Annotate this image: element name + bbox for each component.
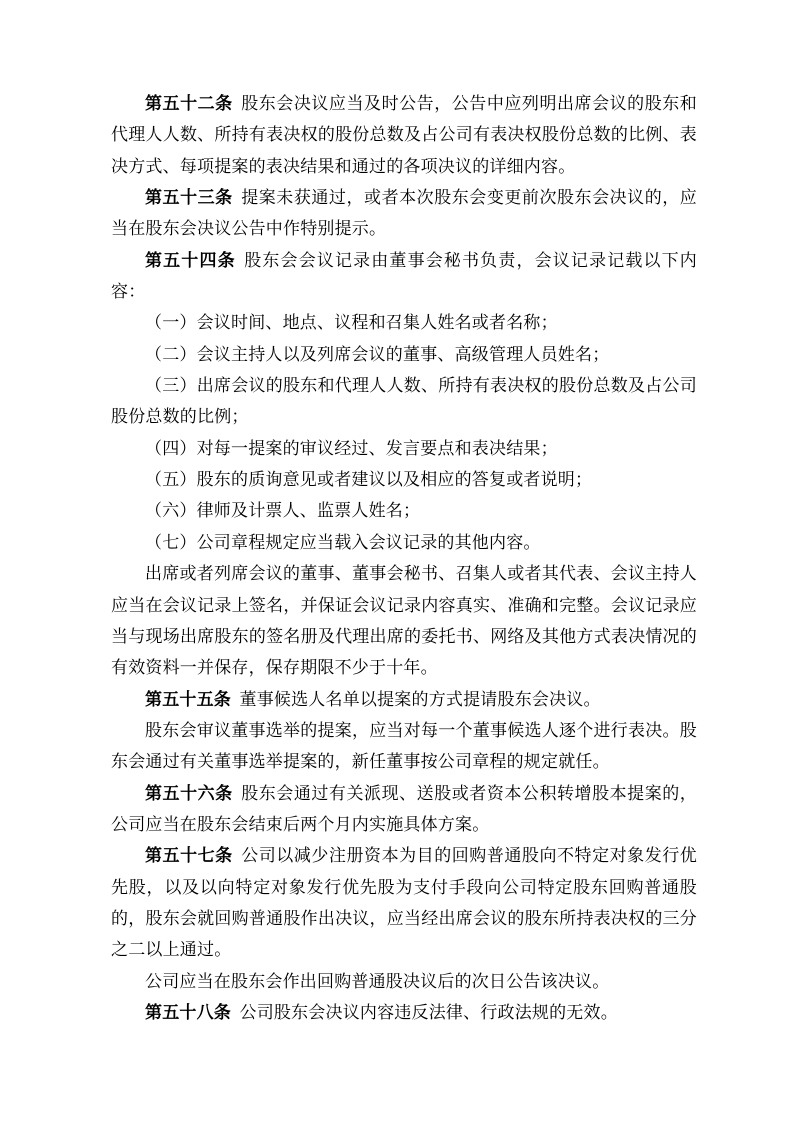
article-number: 第五十二条 xyxy=(145,94,233,113)
article-number: 第五十四条 xyxy=(145,250,236,270)
article-paragraph xyxy=(111,182,697,245)
body-paragraph xyxy=(111,558,697,683)
body-paragraph xyxy=(111,433,697,464)
body-paragraph xyxy=(111,495,697,526)
paragraph-text: 公司股东会决议内容违反法律、行政法规的无效。 xyxy=(239,1002,618,1022)
paragraph-text: （四）对每一提案的审议经过、发言要点和表决结果； xyxy=(145,438,558,458)
paragraph-text: 股东会会议记录由董事会秘书负责，会议记录记载以下内容： xyxy=(111,250,698,302)
article-number: 第五十三条 xyxy=(145,188,233,208)
article-number: 第五十八条 xyxy=(145,1002,231,1022)
article-number: 第五十五条 xyxy=(145,689,231,709)
article-paragraph xyxy=(111,245,697,308)
paragraph-text: 出席或者列席会议的董事、董事会秘书、召集人或者其代表、会议主持人应当在会议记录上签名，并保证会议记录内容真实、准确和完整。会议记录应当与现场出席股东的签名册及代理出席的委托书、网络及其他方式表决情况的有效资料一并保存，保存期限不少于十年。 xyxy=(111,564,697,678)
document-body xyxy=(111,88,697,1028)
article-paragraph xyxy=(111,684,697,715)
paragraph-text: （三）出席会议的股东和代理人人数、所持有表决权的股份总数及占公司股份总数的比例； xyxy=(111,376,697,427)
article-number: 第五十七条 xyxy=(145,846,233,866)
paragraph-text: 股东会决议应当及时公告，公告中应列明出席会议的股东和代理人人数、所持有表决权的股份总数及占公司有表决权股份总数的比例、表决方式、每项提案的表决结果和通过的各项决议的详细内容。 xyxy=(111,94,697,176)
paragraph-text: （二）会议主持人以及列席会议的董事、高级管理人员姓名； xyxy=(145,344,610,364)
paragraph-text: 提案未获通过，或者本次股东会变更前次股东会决议的，应当在股东会决议公告中作特别提示。 xyxy=(111,188,697,239)
body-paragraph xyxy=(111,966,697,997)
body-paragraph xyxy=(111,339,697,370)
article-paragraph xyxy=(111,778,697,841)
body-paragraph xyxy=(111,527,697,558)
paragraph-text: 董事候选人名单以提案的方式提请股东会决议。 xyxy=(239,689,601,709)
paragraph-text: （七）公司章程规定应当载入会议记录的其他内容。 xyxy=(145,532,541,552)
paragraph-text: 股东会审议董事选举的提案，应当对每一个董事候选人逐个进行表决。股东会通过有关董事选举提案的，新任董事按公司章程的规定就任。 xyxy=(111,720,697,772)
body-paragraph xyxy=(111,715,697,778)
body-paragraph xyxy=(111,307,697,338)
paragraph-text: （六）律师及计票人、监票人姓名； xyxy=(145,501,421,521)
article-number: 第五十六条 xyxy=(145,783,233,803)
body-paragraph xyxy=(111,370,697,433)
paragraph-text: （五）股东的质询意见或者建议以及相应的答复或者说明； xyxy=(145,470,593,490)
article-paragraph xyxy=(111,840,697,965)
article-paragraph xyxy=(111,88,697,182)
paragraph-text: 公司应当在股东会作出回购普通股决议后的次日公告该决议。 xyxy=(145,971,610,991)
paragraph-text: （一）会议时间、地点、议程和召集人姓名或者名称； xyxy=(145,313,558,333)
article-paragraph xyxy=(111,997,697,1028)
body-paragraph xyxy=(111,464,697,495)
paragraph-text: 股东会通过有关派现、送股或者资本公积转增股本提案的，公司应当在股东会结束后两个月内实施具体方案。 xyxy=(111,783,697,834)
paragraph-text: 公司以减少注册资本为目的回购普通股向不特定对象发行优先股，以及以向特定对象发行优先股为支付手段向公司特定股东回购普通股的，股东会就回购普通股作出决议，应当经出席会议的股东所持表决权的三分之二以上通过。 xyxy=(111,846,697,960)
